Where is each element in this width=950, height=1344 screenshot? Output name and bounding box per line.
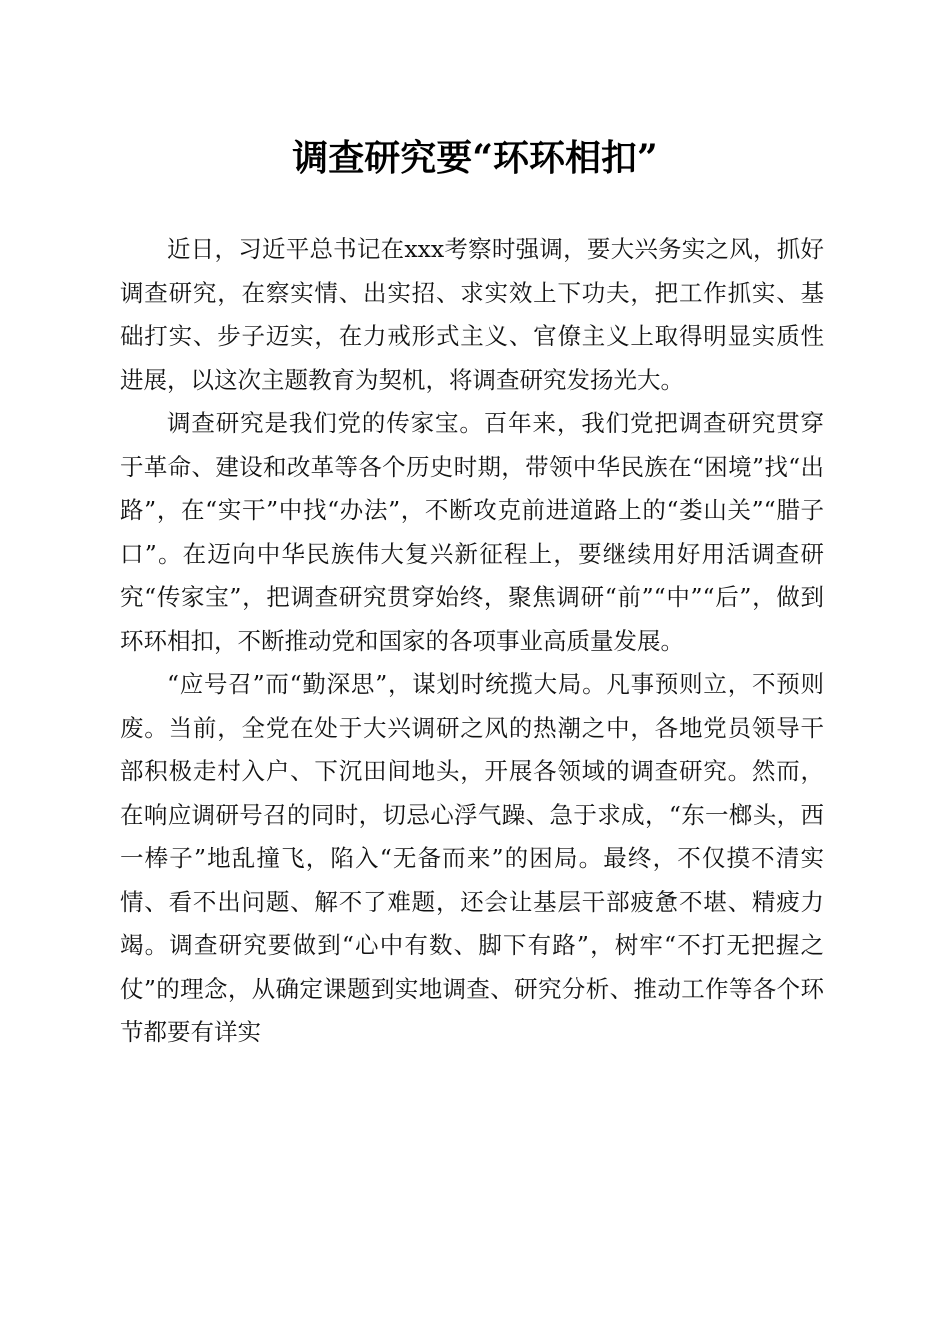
paragraph-1: 近日，习近平总书记在xxx考察时强调，要大兴务实之风，抓好调查研究，在察实情、出实招、求实效上下功夫，把工作抓实、基础打实、步子迈实，在力戒形式主义、官僚主义上取得明显实质性进展，以这次主题教育为契机，将调查研究发扬光大。 xyxy=(120,235,824,394)
document-body xyxy=(120,228,824,1055)
paragraph-3: “应号召”而“勤深思”，谋划时统揽大局。凡事预则立，不预则废。当前，全党在处于大兴调研之风的热潮之中，各地党员领导干部积极走村入户、下沉田间地头，开展各领域的调查研究。然而，在响应调研号召的同时，切忌心浮气躁、急于求成，“东一榔头，西一棒子”地乱撞飞，陷入“无备而来”的困局。最终，不仅摸不清实情、看不出问题、解不了难题，还会让基层干部疲惫不堪、精疲力竭。调查研究要做到“心中有数、脚下有路”，树牢“不打无把握之仗”的理念，从确定课题到实地调查、研究分析、推动工作等各个环节都要有详实 xyxy=(120,670,824,1046)
paragraph-2: 调查研究是我们党的传家宝。百年来，我们党把调查研究贯穿于革命、建设和改革等各个历史时期，带领中华民族在“困境”找“出路”，在“实干”中找“办法”，不断攻克前进道路上的“娄山关”“腊子口”。在迈向中华民族伟大复兴新征程上，要继续用好用活调查研究“传家宝”，把调查研究贯穿始终，聚焦调研“前”“中”“后”，做到环环相扣，不断推动党和国家的各项事业高质量发展。 xyxy=(120,409,824,655)
document-title: 调查研究要“环环相扣” xyxy=(292,137,658,179)
